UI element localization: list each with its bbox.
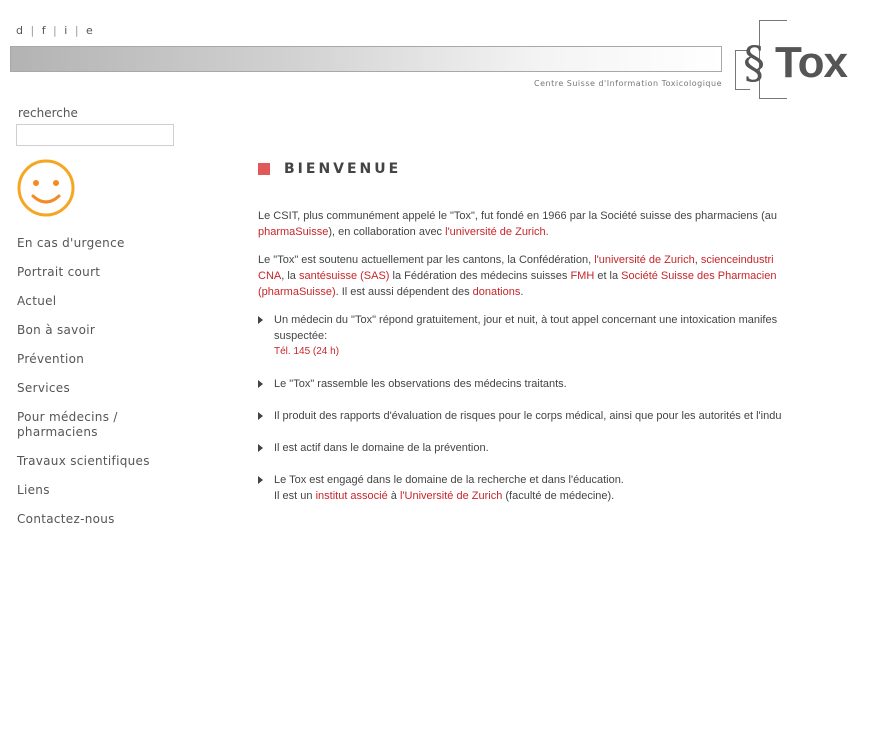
bullet-arrow-icon [258, 476, 263, 484]
text-line [258, 252, 870, 268]
link-universite-zurich[interactable]: l'Université de Zurich [399, 490, 503, 502]
link-scienceindustries[interactable]: scienceindustri [700, 254, 774, 266]
text-line [274, 488, 870, 504]
main-navigation [17, 236, 177, 541]
intro-paragraph [258, 208, 870, 240]
list-item [258, 376, 870, 392]
heading-square-icon [258, 163, 270, 175]
link-pharmasuisse[interactable]: (pharmaSuisse) [258, 286, 336, 298]
search-input[interactable] [16, 124, 174, 146]
link-institut-associe[interactable]: institut associé [315, 490, 388, 502]
text: Le CSIT, plus communément appelé le "Tox", fut fondé en 1966 par la Société suisse des pharmaciens (au [258, 210, 777, 222]
text: , [694, 254, 701, 266]
link-santesuisse[interactable]: santésuisse (SAS) [298, 270, 390, 282]
text: , la [281, 270, 299, 282]
logo-frame-line [759, 20, 787, 21]
text: la Fédération des médecins suisses [389, 270, 571, 282]
nav-item-contact[interactable]: Contactez-nous [17, 512, 115, 526]
text: ), en collaboration avec [328, 226, 446, 238]
nav-item-services[interactable]: Services [17, 381, 71, 395]
link-universite-zurich[interactable]: l'université de Zurich [445, 226, 546, 238]
link-societe-pharmaciens[interactable]: Société Suisse des Pharmacien [621, 270, 777, 282]
text-line [258, 284, 870, 300]
bullet-arrow-icon [258, 316, 263, 324]
lang-en[interactable]: e [86, 24, 95, 37]
lang-it[interactable]: i [64, 24, 70, 37]
nav-item-liens[interactable]: Liens [17, 483, 50, 497]
lang-separator: | [24, 24, 42, 37]
logo-text: Tox [775, 38, 847, 87]
text-line [258, 268, 870, 284]
lang-de[interactable]: d [16, 24, 25, 37]
search-label: recherche [18, 106, 78, 120]
list-item [258, 440, 870, 456]
main-content [258, 208, 870, 520]
text: Il est un [274, 490, 316, 502]
list-item [258, 312, 870, 360]
text-line [258, 224, 870, 240]
nav-item-portrait[interactable]: Portrait court [17, 265, 101, 279]
lang-separator: | [69, 24, 87, 37]
smiley-icon [16, 158, 76, 218]
text: Le Tox est engagé dans le domaine de la recherche et dans l'éducation. [274, 474, 624, 486]
lang-separator: | [47, 24, 65, 37]
logo-frame-line [759, 98, 787, 99]
text: (faculté de médecine). [502, 490, 615, 502]
tox-logo[interactable] [735, 20, 865, 100]
header-gradient-bar [10, 46, 722, 72]
nav-item-actuel[interactable]: Actuel [17, 294, 57, 308]
link-donations[interactable]: donations [472, 286, 521, 298]
aesculapian-snake-icon: § [743, 38, 765, 89]
support-paragraph [258, 252, 870, 300]
nav-item-medecins[interactable]: Pour médecins / pharmaciens [17, 410, 118, 439]
language-switcher [16, 24, 95, 37]
emergency-phone: Tél. 145 (24 h) [274, 346, 340, 357]
text: . [520, 286, 524, 298]
page-heading [258, 161, 401, 177]
nav-item-urgence[interactable]: En cas d'urgence [17, 236, 125, 250]
text: Il produit des rapports d'évaluation de risques pour le corps médical, ainsi que pour les autorités et l'indu [274, 410, 782, 422]
text: Il est actif dans le domaine de la prévention. [274, 442, 489, 454]
link-fmh[interactable]: FMH [570, 270, 595, 282]
lang-fr[interactable]: f [41, 24, 48, 37]
text: Le "Tox" rassemble les observations des médecins traitants. [274, 378, 567, 390]
info-list [258, 312, 870, 504]
bullet-arrow-icon [258, 412, 263, 420]
text: Le "Tox" est soutenu actuellement par les cantons, la Confédération, [258, 254, 595, 266]
page-title: BIENVENUE [284, 161, 402, 177]
list-item [258, 408, 870, 424]
list-item [258, 472, 870, 504]
nav-item-prevention[interactable]: Prévention [17, 352, 85, 366]
text: et la [594, 270, 622, 282]
text: . Il est aussi dépendent des [335, 286, 473, 298]
text: . [545, 226, 549, 238]
link-cna[interactable]: CNA [258, 270, 282, 282]
nav-item-travaux[interactable]: Travaux scientifiques [17, 454, 150, 468]
bullet-arrow-icon [258, 380, 263, 388]
nav-item-bon-a-savoir[interactable]: Bon à savoir [17, 323, 96, 337]
text: Un médecin du "Tox" répond gratuitement, jour et nuit, à tout appel concernant une intoxication manifes [274, 314, 778, 326]
text: suspectée: [274, 330, 328, 342]
link-universite-zurich[interactable]: l'université de Zurich [594, 254, 695, 266]
link-pharmasuisse[interactable]: pharmaSuisse [258, 226, 329, 238]
text: à [387, 490, 400, 502]
site-subtitle: Centre Suisse d'Information Toxicologique [533, 79, 722, 88]
bullet-arrow-icon [258, 444, 263, 452]
